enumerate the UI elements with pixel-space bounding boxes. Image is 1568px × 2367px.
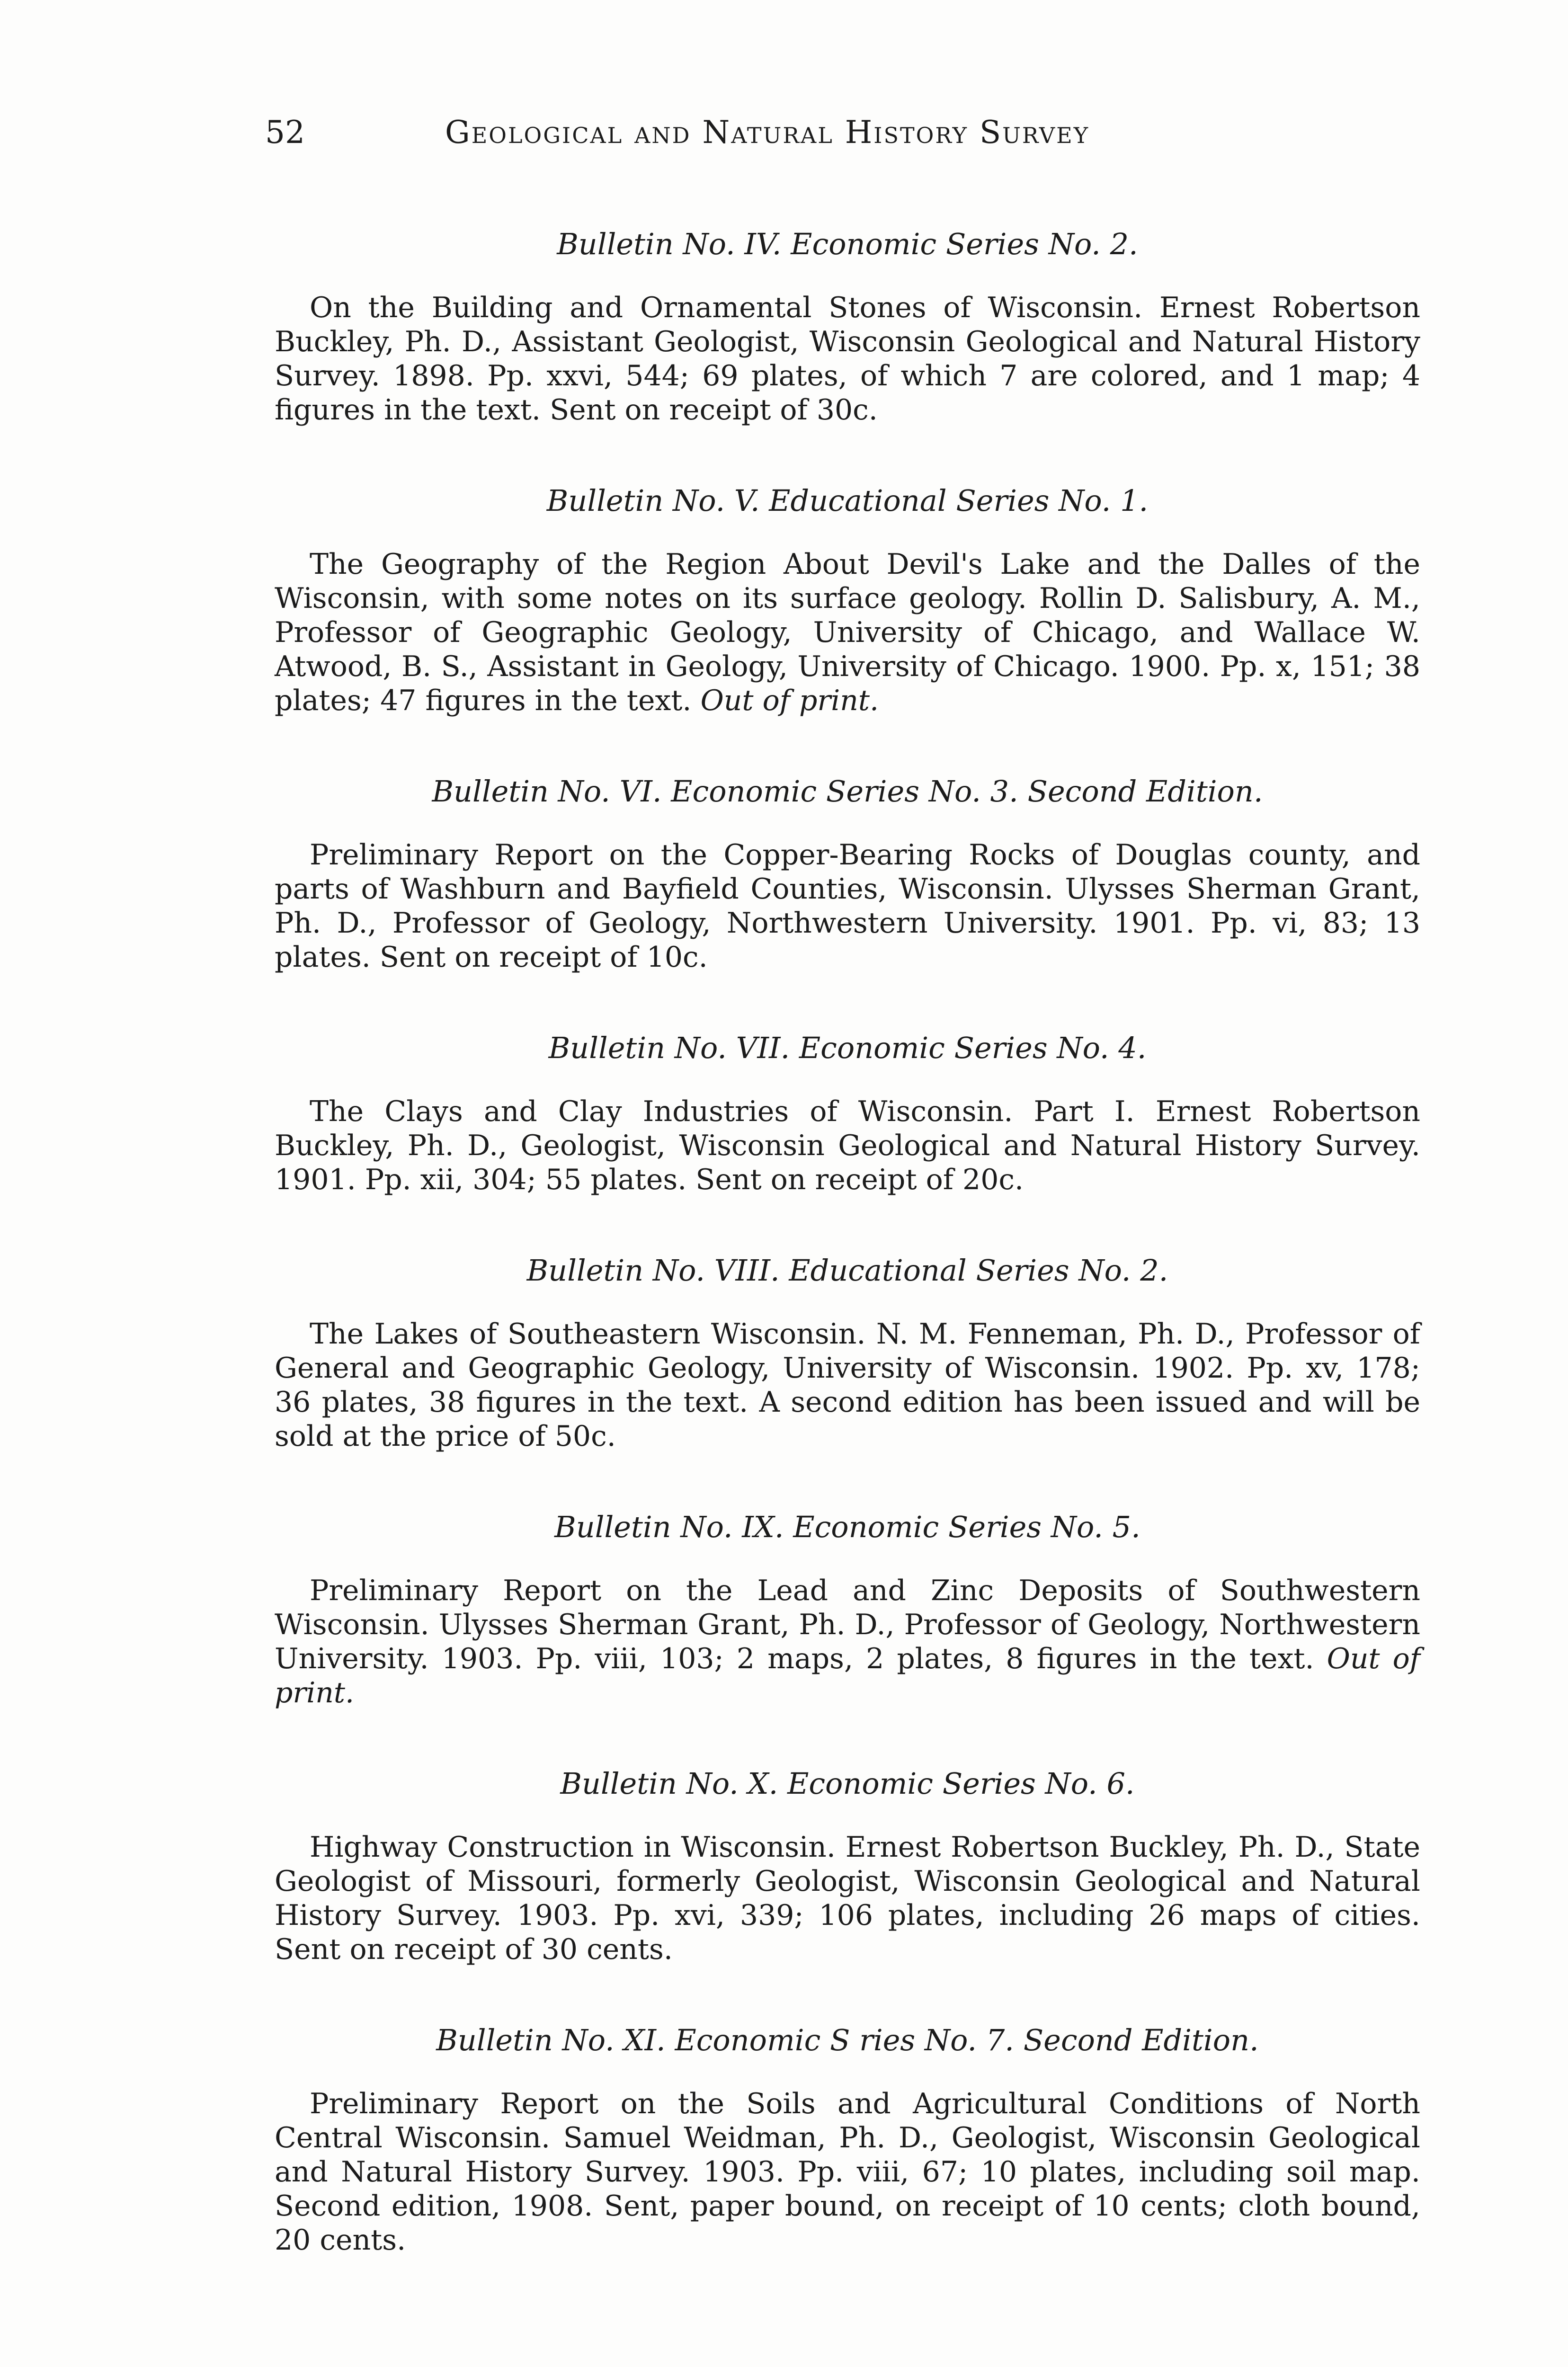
bulletin-list	[275, 227, 1420, 2314]
bulletin-text: On the Building and Ornamental Stones of Wisconsin. Ernest Robertson Buckley, Ph. D., Assistant Geologist, Wisconsin Geological and Natural History Survey. 1898. Pp. xxvi, 544; 69 plates, of which 7 are colored, and 1 map; 4 figures in the text. Sent on receipt of 30c.	[275, 291, 1420, 427]
running-title: Geological and Natural History Survey	[445, 114, 1090, 151]
bulletin-text: The Clays and Clay Industries of Wisconsin. Part I. Ernest Robertson Buckley, Ph. D., Geologist, Wisconsin Geological and Natural History Survey. 1901. Pp. xii, 304; 55 plates. Sent on receipt of 20c.	[275, 1095, 1420, 1196]
bulletin-entry-iv	[275, 227, 1420, 427]
bulletin-heading: Bulletin No. VIII. Educational Series No. 2.	[526, 1253, 1168, 1288]
bulletin-text: The Geography of the Region About Devil's Lake and the Dalles of the Wisconsin, with some notes on its surface geology. Rollin D. Salisbury, A. M., Professor of Geographic Geology, University of Chicago, and Wallace W. Atwood, B. S., Assistant in Geology, University of Chicago. 1900. Pp. x, 151; 38 plates; 47 figures in the text.	[275, 548, 1420, 717]
bulletin-heading: Bulletin No. VI. Economic Series No. 3. Second Edition.	[432, 774, 1263, 809]
print-status: Out of print.	[275, 1642, 1420, 1709]
bulletin-heading: Bulletin No. XI. Economic S ries No. 7. Second Edition.	[436, 2023, 1259, 2057]
bulletin-description	[275, 291, 1420, 427]
bulletin-heading: Bulletin No. VII. Economic Series No. 4.	[548, 1031, 1147, 1065]
bulletin-text: Highway Construction in Wisconsin. Ernest Robertson Buckley, Ph. D., State Geologist of Missouri, formerly Geologist, Wisconsin Geological and Natural History Survey. 1903. Pp. xvi, 339; 106 plates, including 26 maps of cities. Sent on receipt of 30 cents.	[275, 1831, 1420, 1966]
bulletin-entry-viii	[275, 1254, 1420, 1453]
bulletin-entry-vi	[275, 774, 1420, 974]
bulletin-entry-vii	[275, 1031, 1420, 1197]
bulletin-heading: Bulletin No. X. Economic Series No. 6.	[560, 1766, 1135, 1801]
bulletin-text: The Lakes of Southeastern Wisconsin. N. M. Fenneman, Ph. D., Professor of General and Geographic Geology, University of Wisconsin. 1902. Pp. xv, 178; 36 plates, 38 figures in the text. A second edition has been issued and will be sold at the price of 50c.	[275, 1317, 1420, 1453]
bulletin-heading: Bulletin No. V. Educational Series No. 1.	[546, 483, 1149, 518]
page-number: 52	[265, 114, 305, 151]
bulletin-description	[275, 547, 1420, 718]
bulletin-heading: Bulletin No. IV. Economic Series No. 2.	[557, 227, 1138, 261]
bulletin-description	[275, 1574, 1420, 1710]
bulletin-entry-xi	[275, 2023, 1420, 2257]
bulletin-description	[275, 1317, 1420, 1453]
bulletin-text: Preliminary Report on the Soils and Agricultural Conditions of North Central Wisconsin. Samuel Weidman, Ph. D., Geologist, Wisconsin Geological and Natural History Survey. 1903. Pp. viii, 67; 10 plates, including soil map. Second edition, 1908. Sent, paper bound, on receipt of 10 cents; cloth bound, 20 cents.	[275, 2087, 1420, 2257]
bulletin-entry-v	[275, 484, 1420, 718]
bulletin-entry-x	[275, 1767, 1420, 1967]
print-status: Out of print.	[700, 684, 879, 717]
running-header	[265, 109, 1430, 156]
bulletin-heading: Bulletin No. IX. Economic Series No. 5.	[554, 1510, 1140, 1544]
bulletin-description	[275, 838, 1420, 974]
bulletin-entry-ix	[275, 1510, 1420, 1710]
bulletin-description	[275, 1830, 1420, 1967]
bulletin-description	[275, 2087, 1420, 2257]
bulletin-text: Preliminary Report on the Lead and Zinc Deposits of Southwestern Wisconsin. Ulysses Sherman Grant, Ph. D., Professor of Geology, Northwestern University. 1903. Pp. viii, 103; 2 maps, 2 plates, 8 figures in the text.	[275, 1574, 1420, 1675]
bulletin-description	[275, 1095, 1420, 1197]
bulletin-text: Preliminary Report on the Copper-Bearing Rocks of Douglas county, and parts of Washburn and Bayfield Counties, Wisconsin. Ulysses Sherman Grant, Ph. D., Professor of Geology, Northwestern University. 1901. Pp. vi, 83; 13 plates. Sent on receipt of 10c.	[275, 838, 1420, 974]
